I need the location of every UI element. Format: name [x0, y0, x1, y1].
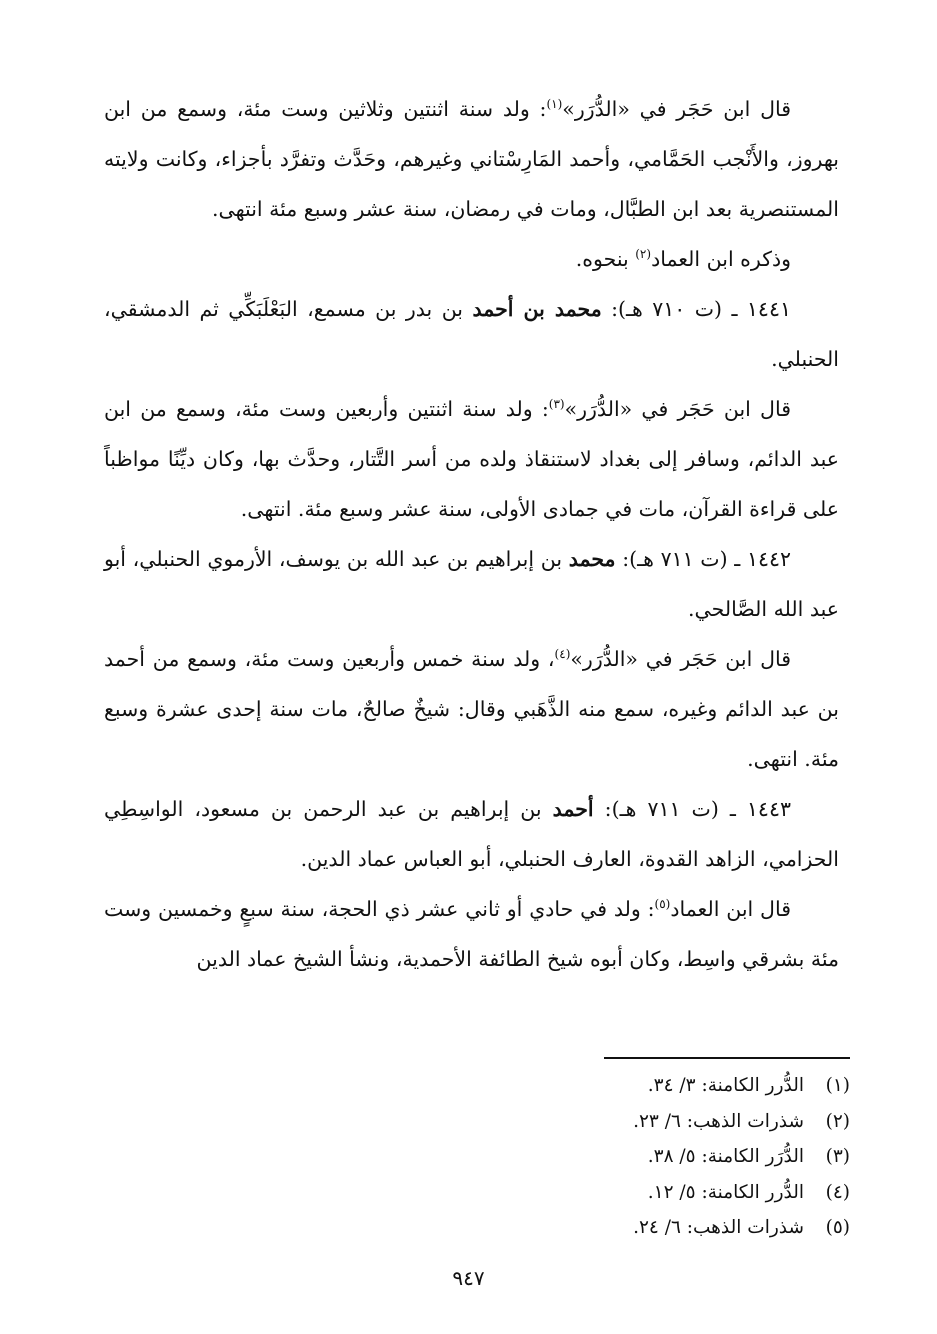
- entry-number: ١٤٤٢ ـ: [734, 547, 791, 571]
- quote-text: بنحوه.: [575, 247, 636, 271]
- biography-header-1443: [104, 784, 839, 884]
- page-number: ٩٤٧: [452, 1266, 485, 1290]
- quote-paragraph-1: [104, 84, 839, 234]
- entry-death-date: (ت ٧١١ هـ):: [604, 797, 719, 821]
- footnotes-list: [420, 1068, 850, 1246]
- footnote-mark: (٢): [825, 1110, 850, 1132]
- biography-header-1441: [104, 284, 839, 384]
- footnote-text: الدُّرر الكامنة: ٣/ ٣٤.: [647, 1075, 804, 1096]
- footnote-mark: (٣): [825, 1146, 850, 1167]
- footnote-4: [420, 1175, 850, 1211]
- footnote-1: [420, 1068, 850, 1104]
- entry-name: محمد: [568, 547, 616, 571]
- quote-text: : ولد سنة اثنتين وأربعين وست مئة، وسمع من ابن عبد الدائم، وسافر إلى بغداد لاستنقاذ ولده من أسر التَّتار، وحدَّث بها، وكان ديِّنًا مواظباً على قراءة القرآن، مات في جمادى الأولى، سنة عشر وسبع مئة. انتهى.: [104, 397, 839, 521]
- quote-paragraph-5: [104, 884, 839, 984]
- quote-text: قال ابن حَجَر في «الدُّرَر»: [570, 647, 792, 671]
- entry-lineage: بن إبراهيم بن عبد الرحمن بن مسعود، الواسِطِي الحزامي، الزاهد القدوة، العارف الحنبلي، أبو العباس عماد الدين.: [104, 797, 839, 871]
- footnote-text: شذرات الذهب: ٦/ ٢٤.: [633, 1217, 804, 1238]
- quote-text: قال ابن حَجَر في «الدُّرَر»: [564, 397, 792, 421]
- footnote-5: [420, 1210, 850, 1246]
- quote-text: قال ابن حَجَر في «الدُّرَر»: [562, 97, 792, 121]
- footnote-mark: (١): [825, 1075, 850, 1096]
- entry-name: محمد بن أحمد: [472, 297, 602, 321]
- entry-lineage: بن بدر بن مسمع، البَعْلَبَكِّي ثم الدمشقي، الحنبلي.: [104, 297, 839, 371]
- entry-name: أحمد: [552, 797, 594, 821]
- footnote-reference: (٣): [548, 397, 565, 412]
- quote-paragraph-4: [104, 634, 839, 784]
- footnote-reference: (٢): [635, 247, 652, 262]
- footnote-text: شذرات الذهب: ٦/ ٢٣.: [633, 1110, 804, 1132]
- main-text: [104, 84, 839, 984]
- entry-death-date: (ت ٧١١ هـ):: [622, 547, 728, 571]
- footnote-separator: [604, 1057, 850, 1059]
- entry-number: ١٤٤٣ ـ: [729, 797, 791, 821]
- footnote-reference: (٤): [554, 647, 571, 662]
- footnote-text: الدُّرَر الكامنة: ٥/ ٣٨.: [647, 1146, 804, 1167]
- entry-number: ١٤٤١ ـ: [731, 297, 791, 321]
- biography-header-1442: [104, 534, 839, 634]
- entry-lineage: بن إبراهيم بن عبد الله بن يوسف، الأرموي الحنبلي، أبو عبد الله الصَّالحي.: [104, 547, 839, 621]
- quote-text: قال ابن العماد: [670, 897, 791, 921]
- quote-paragraph-3: [104, 384, 839, 534]
- entry-death-date: (ت ٧١٠ هـ):: [611, 297, 723, 321]
- footnote-mark: (٥): [825, 1217, 850, 1238]
- footnote-reference: (٥): [654, 897, 671, 912]
- footnote-text: الدُّرر الكامنة: ٥/ ١٢.: [647, 1181, 804, 1203]
- quote-text: وذكره ابن العماد: [651, 247, 791, 271]
- footnote-reference: (١): [546, 97, 563, 112]
- quote-text: : ولد سنة اثنتين وثلاثين وست مئة، وسمع من ابن بهروز، والأَنْجب الحَمَّامي، وأحمد المَارِسْتاني وغيرهم، وحَدَّث وتفرَّد بأجزاء، وكانت ولايته المستنصرية بعد ابن الطبَّال، ومات في رمضان، سنة عشر وسبع مئة انتهى.: [104, 97, 839, 221]
- footnote-mark: (٤): [825, 1181, 850, 1203]
- quote-paragraph-2: [104, 234, 839, 284]
- footnote-3: [420, 1139, 850, 1175]
- quote-text: : ولد في حادي أو ثاني عشر ذي الحجة، سنة سبعٍ وخمسين وست مئة بشرقي واسِط، وكان أبوه شيخ الطائفة الأحمدية، ونشأ الشيخ عماد الدين: [104, 897, 839, 971]
- footnote-2: [420, 1104, 850, 1140]
- quote-text: ، ولد سنة خمس وأربعين وست مئة، وسمع من أحمد بن عبد الدائم وغيره، سمع منه الذَّهَبي وقال: شيخٌ صالحٌ، مات سنة إحدى عشرة وسبع مئة. انتهى.: [104, 647, 839, 771]
